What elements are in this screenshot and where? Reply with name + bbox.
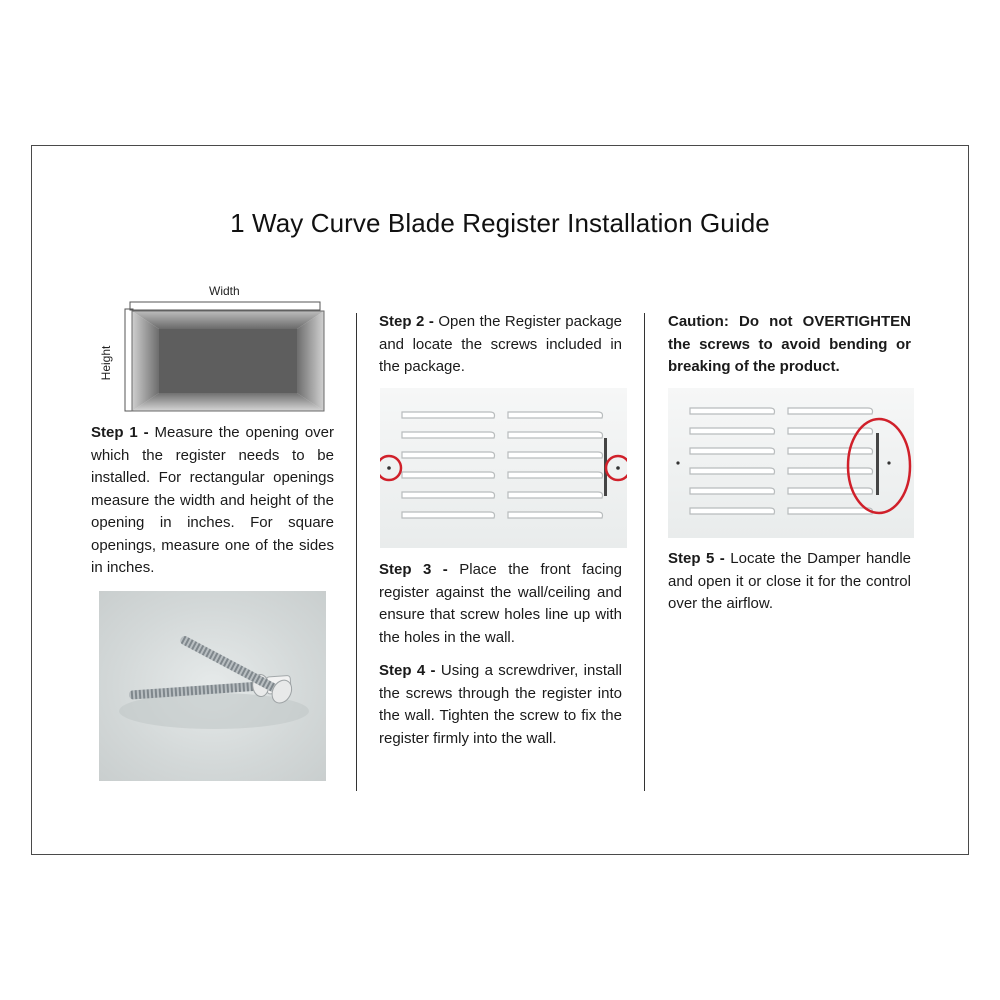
opening-diagram — [92, 281, 342, 416]
step4-text: Using a screwdriver, install the screws through the register into the wall. Tighten the screw to fix the register firmly into the wall. — [379, 662, 623, 747]
step2-block — [379, 311, 622, 379]
height-label: Height — [99, 345, 113, 381]
step5-text: Locate the Damper handle and open it or close it for the control over the airflow. — [668, 550, 911, 612]
step3-heading: Step 3 - — [379, 561, 448, 578]
step5-block — [668, 548, 911, 616]
caution-block — [668, 311, 911, 379]
register-screw-holes-image — [380, 388, 627, 548]
step1-block — [91, 422, 334, 580]
column-divider-1 — [356, 313, 357, 791]
step2-heading: Step 2 - — [379, 313, 434, 330]
step3-block — [379, 559, 622, 649]
step3-text: Place the front facing register against the wall/ceiling and ensure that screw holes line up with the holes in the wall. — [379, 561, 623, 646]
step5-heading: Step 5 - — [668, 550, 725, 567]
step4-heading: Step 4 - — [379, 662, 436, 679]
column-divider-2 — [644, 313, 645, 791]
caution-text: Caution: Do not OVERTIGHTEN the screws to avoid bending or breaking of the product. — [668, 313, 911, 375]
screw-icon — [99, 591, 326, 781]
installation-guide-sheet — [31, 145, 969, 855]
step1-heading: Step 1 - — [91, 424, 149, 441]
opening-box-graphic — [92, 281, 342, 416]
page-title: 1 Way Curve Blade Register Installation Guide — [230, 208, 770, 238]
width-label: Width — [209, 284, 240, 298]
step2-text: Open the Register package and locate the screws included in the package. — [379, 313, 622, 375]
step1-text: Measure the opening over which the register needs to be installed. For rectangular openings measure the width and height of the opening in inches. For square openings, measure one of the sides in inches. — [91, 424, 335, 576]
register-damper-image — [668, 388, 914, 538]
step4-block — [379, 660, 622, 750]
screws-photo — [99, 591, 326, 781]
